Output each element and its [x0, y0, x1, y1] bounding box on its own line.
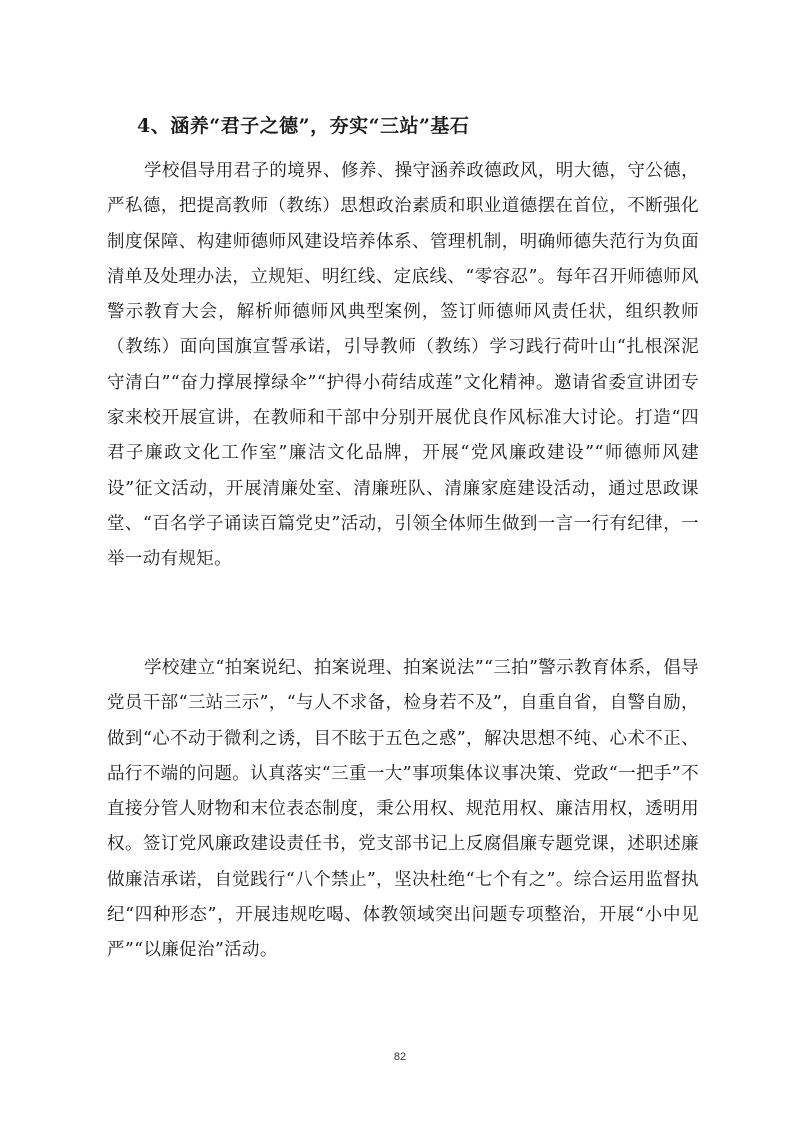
body-paragraph-2: 学校建立“拍案说纪、拍案说理、拍案说法”“三拍”警示教育体系，倡导党员干部“三站三示”，“与人不求备，检身若不及”，自重自省，自警自励，做到“心不动于微利之诱，目不眩于五色之惑”，解决思想不纯、心术不正、品行不端的问题。认真落实“三重一大”事项集体议事决策、党政“一把手”不直接分管人财物和末位表态制度，秉公用权、规范用权、廉洁用权，透明用权。签订党风廉政建设责任书，党支部书记上反腐倡廉专题党课，述职述廉做廉洁承诺，自觉践行“八个禁止”，坚决杜绝“七个有之”。综合运用监督执纪“四种形态”，开展违规吃喝、体教领域突出问题专项整治，开展“小中见严”“以廉促治”活动。: [107, 658, 699, 961]
section-heading: 4、涵养“君子之德”，夯实“三站”基石: [137, 115, 470, 137]
body-paragraph-1: 学校倡导用君子的境界、修养、操守涵养政德政风，明大德，守公德，严私德，把提高教师（教练）思想政治素质和职业道德摆在首位，不断强化制度保障、构建师德师风建设培养体系、管理机制，明确师德失范行为负面清单及处理办法，立规矩、明红线、定底线、“零容忍”。每年召开师德师风警示教育大会，解析师德师风典型案例，签订师德师风责任状，组织教师（教练）面向国旗宣誓承诺，引导教师（教练）学习践行荷叶山“扎根深泥守清白”“奋力撑展撑绿伞”“护得小荷结成莲”文化精神。邀请省委宣讲团专家来校开展宣讲，在教师和干部中分别开展优良作风标准大讨论。打造“四君子廉政文化工作室”廉洁文化品牌，开展“党风廉政建设”“师德师风建设”征文活动，开展清廉处室、清廉班队、清廉家庭建设活动，通过思政课堂、“百名学子诵读百篇党史”活动，引领全体师生做到一言一行有纪律，一举一动有规矩。: [107, 161, 699, 570]
page-number: 82: [393, 1051, 407, 1063]
